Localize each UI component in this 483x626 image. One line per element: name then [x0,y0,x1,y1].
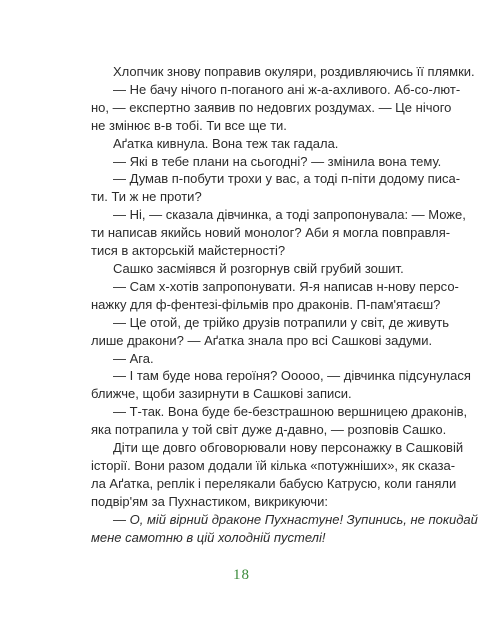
paragraph [91,153,442,171]
text-line: мене самотню в цій холодній пустелі! [91,529,326,545]
text-line: — Ага. [113,350,154,366]
text-line: не змінює в-в тобі. Ти все ще ти. [91,117,287,133]
paragraph [91,81,461,135]
text-line: — Ні, — сказала дівчинка, а тоді запропонувала: — Може, [113,207,466,223]
text-line: ближче, щоби зазирнути в Сашкові записи. [91,386,352,402]
text-line: історії. Вони разом додали їй кілька «потужніших», як сказа- [91,457,456,473]
text-line: Хлопчик знову поправив окуляри, роздивляючись її плямки. [113,64,475,79]
text-line: подвір'ям за Пухнастиком, викрикуючи: [91,493,328,509]
text-line: — Т-так. Вона буде бе-безстрашною вершницею драконів, [113,404,468,420]
body-text [91,63,478,546]
paragraph [91,278,459,314]
text-line: — Думав п-побути трохи у вас, а тоді п-піти додому писа- [113,171,461,187]
paragraph [91,350,428,368]
text-line: но, — експертно заявив по недовгих роздумах. — Це нічого [91,99,452,115]
paragraph-italic [91,511,478,547]
text-line: нажку для ф-фентезі-фільмів про драконів. П-пам'ятаєш? [91,296,441,312]
text-line: ти написав якийсь новий монолог? Аби я могла повправля- [91,225,451,241]
text-line: ла Аґатка, реплік і перелякали бабусю Катрусю, коли ганяли [91,475,457,491]
paragraph [91,135,428,153]
paragraph [91,206,466,260]
text-line: — Сам х-хотів запропонувати. Я-я написав н-нову персо- [113,278,459,294]
paragraph [91,314,450,350]
page-number: 18 [233,567,250,583]
text-line: тися в акторській майстерності? [91,243,286,259]
paragraph [91,439,464,511]
text-line: — Це отой, де трійко друзів потрапили у світ, де живуть [113,314,450,330]
paragraph [91,170,461,206]
text-line: Аґатка кивнула. Вона теж так гадала. [113,135,339,151]
text-line: Сашко засміявся й розгорнув свій грубий зошит. [113,260,404,276]
text-line: — І там буде нова героїня? Ооооо, — дівчинка підсунулася [113,368,471,384]
text-line: — О, мій вірний драконе Пухнастуне! Зупинись, не покидай [113,511,478,527]
text-line: — Які в тебе плани на сьогодні? — змінила вона тему. [113,153,442,169]
text-line: яка потрапила у той світ дуже д-давно, — розповів Сашко. [91,422,447,438]
paragraph [91,63,475,81]
paragraph [91,367,471,403]
text-line: — Не бачу нічого п-поганого ані ж-а-ахливого. Аб-со-лют- [113,81,461,97]
text-line: Діти ще довго обговорювали нову персонажку в Сашковій [113,440,464,456]
paragraph [91,260,428,278]
paragraph [91,403,468,439]
text-line: ти. Ти ж не проти? [91,189,202,205]
text-line: лише дракони? — Аґатка знала про всі Сашкові задуми. [91,332,433,348]
